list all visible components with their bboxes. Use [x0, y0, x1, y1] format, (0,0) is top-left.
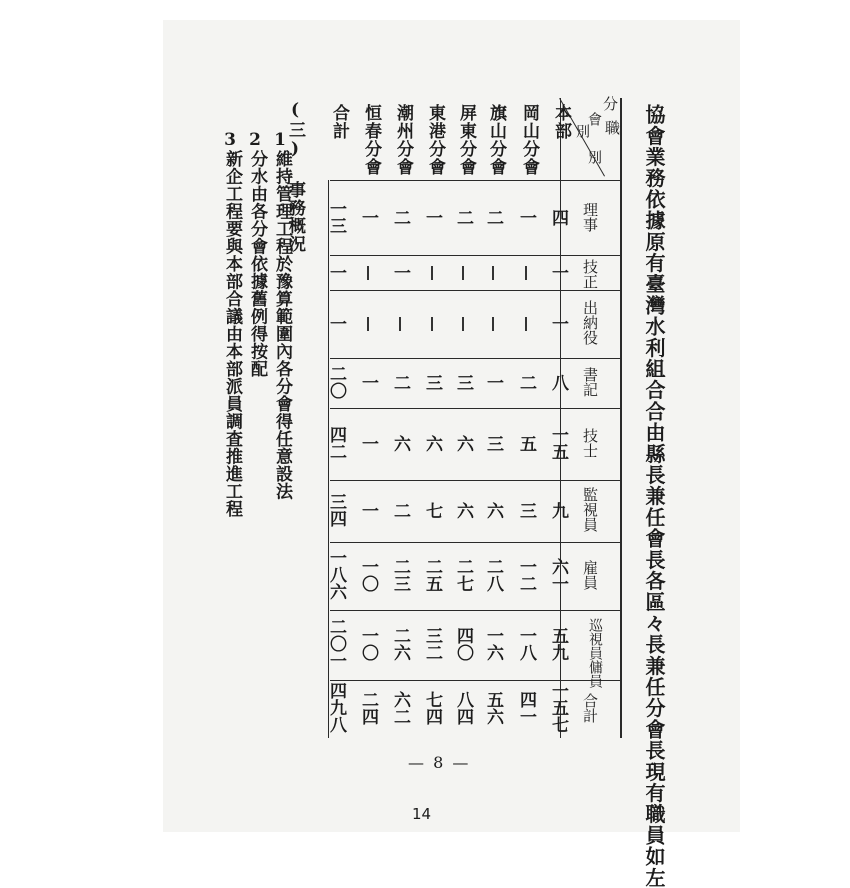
row-label-7: 合計: [329, 104, 349, 140]
row-label-2: 旗山分會: [486, 104, 506, 176]
table-cell: 一〇: [358, 558, 378, 592]
section-title: (三) 事務概況: [285, 100, 305, 253]
table-column-separator: [330, 358, 620, 359]
table-cell: 二四: [358, 691, 378, 725]
table-column-separator: [330, 542, 620, 543]
column-header-7: 巡視員傭員: [587, 618, 603, 688]
table-cell: 一八六: [326, 549, 346, 600]
table-cell: 一: [422, 208, 442, 226]
empty-cell-mark: [525, 266, 527, 280]
table-cell: 二: [516, 374, 536, 391]
table-column-separator: [330, 408, 620, 409]
table-cell: 四一: [516, 691, 536, 725]
table-cell: 三: [422, 374, 442, 391]
scan-page-number: 14: [412, 805, 432, 823]
table-column-separator: [330, 180, 620, 181]
table-cell: 一: [516, 208, 536, 226]
table-cell: 一: [548, 263, 568, 281]
column-header-0: 理事: [581, 201, 599, 232]
table-cell: 六: [483, 502, 503, 519]
table-cell: 二三: [390, 558, 410, 592]
page-number: — 8 —: [408, 753, 471, 772]
table-cell: 三: [483, 435, 503, 452]
table-cell: 六二: [390, 691, 410, 725]
column-header-1: 技正: [581, 259, 599, 289]
table-cell: 六: [390, 435, 410, 452]
table-cell: 一: [358, 502, 378, 519]
row-label-1: 岡山分會: [519, 104, 539, 176]
row-label-0: 本部: [551, 104, 571, 140]
table-cell: 一三: [326, 199, 346, 234]
empty-cell-mark: [367, 317, 369, 331]
column-header-2: 出納役: [581, 300, 599, 345]
table-cell: 一: [358, 435, 378, 452]
table-column-separator: [330, 290, 620, 291]
table-cell: 二〇一: [326, 618, 346, 669]
table-cell: 二: [390, 374, 410, 391]
empty-cell-mark: [367, 266, 369, 280]
corner-label-zhi: 職: [603, 120, 621, 135]
corner-label-fen: 分: [601, 96, 619, 111]
table-cell: 一二: [516, 558, 536, 592]
table-cell: 一五七: [548, 682, 568, 733]
table-cell: 一六: [483, 627, 503, 661]
table-border-right: [620, 98, 622, 738]
table-cell: 二: [390, 502, 410, 519]
table-cell: 三: [516, 502, 536, 519]
empty-cell-mark: [431, 317, 433, 331]
table-cell: 四九八: [326, 682, 346, 733]
column-header-8: 合計: [581, 693, 599, 723]
table-cell: 五九: [548, 627, 568, 661]
table-cell: 二七: [453, 558, 473, 592]
empty-cell-mark: [462, 317, 464, 331]
table-cell: 七四: [422, 691, 442, 725]
table-column-separator: [330, 480, 620, 481]
empty-cell-mark: [525, 317, 527, 331]
item-2-text: 分水由各分會依據舊例得按配: [247, 150, 267, 378]
table-cell: 二: [453, 208, 473, 226]
table-cell: 二: [483, 208, 503, 226]
row-label-3: 屏東分會: [456, 104, 476, 176]
table-cell: 一五: [548, 426, 568, 460]
table-cell: 一: [548, 315, 568, 332]
table-cell: 一: [326, 263, 346, 281]
corner-label-bie-row: 別: [574, 124, 590, 138]
table-cell: 五六: [483, 691, 503, 725]
table-cell: 一: [326, 315, 346, 332]
empty-cell-mark: [399, 317, 401, 331]
heading-text: 協會業務依據原有臺灣水利組合合由縣長兼任會長各區々長兼任分會長現有職員如左: [642, 104, 666, 888]
table-cell: 二〇: [326, 365, 346, 399]
table-cell: 一八: [516, 627, 536, 661]
table-cell: 六: [453, 502, 473, 519]
table-cell: 一: [483, 374, 503, 391]
empty-cell-mark: [492, 317, 494, 331]
table-column-separator: [330, 680, 620, 681]
table-cell: 二五: [422, 558, 442, 592]
table-cell: 四: [548, 208, 568, 226]
column-header-5: 監視員: [581, 487, 599, 532]
table-cell: 二八: [483, 558, 503, 592]
column-header-6: 雇員: [581, 560, 599, 590]
table-cell: 二: [390, 208, 410, 226]
table-cell: 九: [548, 502, 568, 519]
item-1-number: 1: [270, 130, 290, 151]
table-cell: 六一: [548, 558, 568, 592]
item-1-text: 維持管理工程於豫算範圍內各分會得任意設法: [272, 150, 292, 500]
empty-cell-mark: [431, 266, 433, 280]
column-header-3: 書記: [581, 367, 599, 397]
table-cell: 一: [358, 208, 378, 226]
table-cell: 三二: [422, 627, 442, 661]
table-cell: 七: [422, 502, 442, 519]
row-label-6: 恒春分會: [361, 104, 381, 176]
table-cell: 二六: [390, 627, 410, 661]
table-cell: 一〇: [358, 627, 378, 661]
row-label-5: 潮州分會: [393, 104, 413, 176]
table-cell: 三: [453, 374, 473, 391]
table-cell: 一: [358, 374, 378, 391]
item-2-number: 2: [245, 130, 265, 151]
corner-label-hui: 會: [586, 112, 602, 126]
table-cell: 八: [548, 374, 568, 391]
column-header-4: 技士: [581, 428, 599, 458]
table-cell: 五: [516, 435, 536, 452]
table-cell: 八四: [453, 691, 473, 725]
table-cell: 六: [422, 435, 442, 452]
table-column-separator: [330, 255, 620, 256]
corner-label-bie-col: 別: [586, 150, 602, 164]
empty-cell-mark: [492, 266, 494, 280]
table-column-separator: [330, 610, 620, 611]
table-cell: 六: [453, 435, 473, 452]
table-cell: 一: [390, 263, 410, 281]
item-3-number: 3: [220, 130, 240, 151]
table-cell: 三四: [326, 493, 346, 527]
item-3-text: 新企工程要與本部合議由本部派員調査推進工程: [222, 150, 242, 518]
table-cell: 四二: [326, 426, 346, 460]
empty-cell-mark: [462, 266, 464, 280]
row-label-4: 東港分會: [425, 104, 445, 176]
table-cell: 四〇: [453, 627, 473, 661]
